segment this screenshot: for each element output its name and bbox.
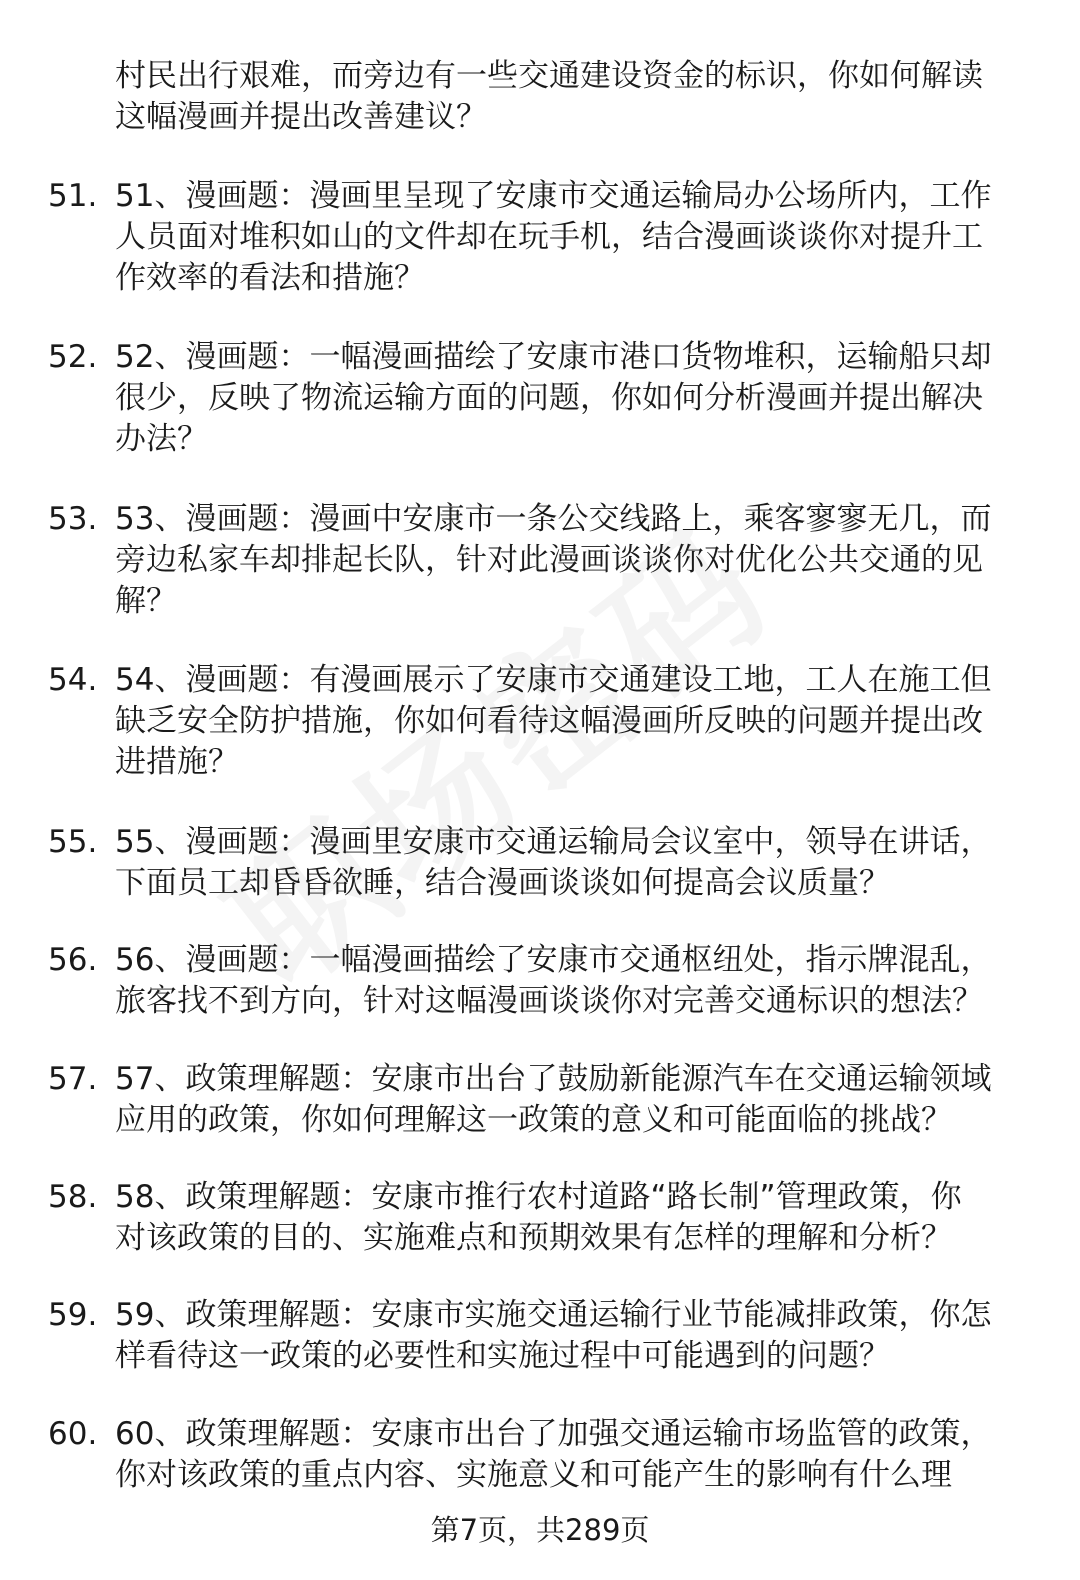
item-number: 60. [48, 1416, 98, 1452]
text-line: 59、政策理解题：安康市实施交通运输行业节能减排政策，你怎 [115, 1297, 992, 1333]
question-text [115, 940, 1033, 1022]
text-line: 58、政策理解题：安康市推行农村道路“路长制”管理政策，你 [115, 1179, 962, 1215]
item-number: 59. [48, 1297, 98, 1333]
question-text [115, 1295, 1033, 1377]
text-line: 办法？ [115, 421, 208, 457]
text-line: 57、政策理解题：安康市出台了鼓励新能源汽车在交通运输领域 [115, 1061, 992, 1097]
text-line: 你对该政策的重点内容、实施意义和可能产生的影响有什么理 [115, 1457, 952, 1493]
question-text [115, 1059, 1033, 1141]
text-line: 旅客找不到方向，针对这幅漫画谈谈你对完善交通标识的想法？ [115, 983, 983, 1019]
item-number: 54. [48, 662, 98, 698]
continued-question-text [115, 56, 1035, 138]
text-line: 下面员工却昏昏欲睡，结合漫画谈谈如何提高会议质量？ [115, 865, 890, 901]
text-line: 53、漫画题：漫画中安康市一条公交线路上，乘客寥寥无几，而 [115, 501, 992, 537]
page-number-footer: 第7页，共289页 [430, 1513, 650, 1547]
question-text [115, 660, 1033, 783]
item-number: 58. [48, 1179, 98, 1215]
text-line: 应用的政策，你如何理解这一政策的意义和可能面临的挑战？ [115, 1102, 952, 1138]
question-text [115, 337, 1033, 460]
question-text [115, 499, 1033, 622]
question-text [115, 822, 1033, 904]
text-line: 51、漫画题：漫画里呈现了安康市交通运输局办公场所内，工作 [115, 178, 992, 214]
text-line: 55、漫画题：漫画里安康市交通运输局会议室中，领导在讲话， [115, 824, 992, 860]
text-line: 56、漫画题：一幅漫画描绘了安康市交通枢纽处，指示牌混乱， [115, 942, 992, 978]
text-line: 60、政策理解题：安康市出台了加强交通运输市场监管的政策， [115, 1416, 992, 1452]
item-number: 52. [48, 339, 98, 375]
question-text [115, 1414, 1033, 1496]
text-line: 进措施？ [115, 744, 239, 780]
text-line: 这幅漫画并提出改善建议？ [115, 99, 487, 135]
question-text [115, 176, 1033, 299]
text-line: 村民出行艰难，而旁边有一些交通建设资金的标识，你如何解读 [115, 58, 983, 94]
item-number: 51. [48, 178, 98, 214]
text-line: 52、漫画题：一幅漫画描绘了安康市港口货物堆积，运输船只却 [115, 339, 992, 375]
text-line: 54、漫画题：有漫画展示了安康市交通建设工地，工人在施工但 [115, 662, 992, 698]
text-line: 样看待这一政策的必要性和实施过程中可能遇到的问题？ [115, 1338, 890, 1374]
text-line: 对该政策的目的、实施难点和预期效果有怎样的理解和分析？ [115, 1220, 952, 1256]
text-line: 解？ [115, 583, 177, 619]
text-line: 很少，反映了物流运输方面的问题，你如何分析漫画并提出解决 [115, 380, 983, 416]
question-text [115, 1177, 1033, 1259]
item-number: 55. [48, 824, 98, 860]
text-line: 缺乏安全防护措施，你如何看待这幅漫画所反映的问题并提出改 [115, 703, 983, 739]
text-line: 人员面对堆积如山的文件却在玩手机，结合漫画谈谈你对提升工 [115, 219, 983, 255]
item-number: 56. [48, 942, 98, 978]
text-line: 作效率的看法和措施？ [115, 260, 425, 296]
text-line: 旁边私家车却排起长队，针对此漫画谈谈你对优化公共交通的见 [115, 542, 983, 578]
item-number: 53. [48, 501, 98, 537]
item-number: 57. [48, 1061, 98, 1097]
